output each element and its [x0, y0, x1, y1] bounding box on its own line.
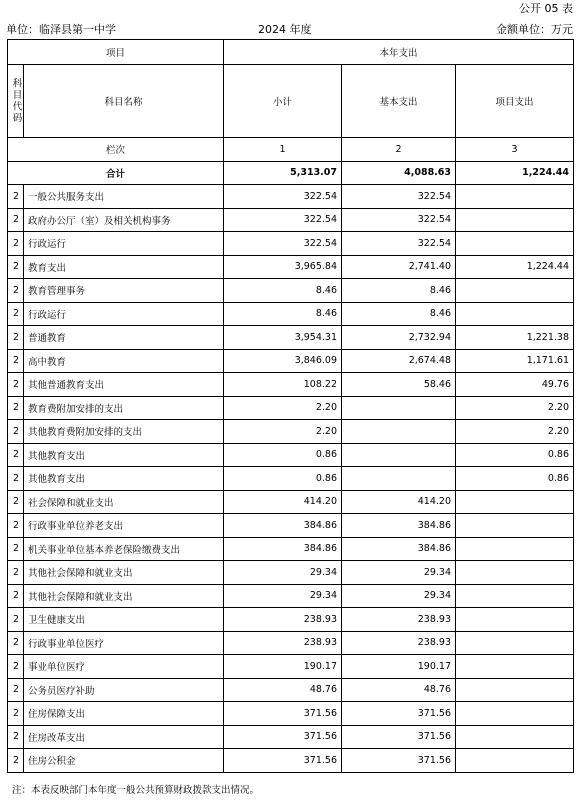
row-code: 2 — [8, 326, 24, 350]
row-name: 教育管理事务 — [24, 279, 224, 303]
row-basic: 238.93 — [342, 631, 456, 655]
table-row — [8, 467, 574, 491]
row-basic — [342, 396, 456, 420]
table-row — [8, 584, 574, 608]
row-name: 行政事业单位养老支出 — [24, 514, 224, 538]
row-project — [456, 631, 574, 655]
row-project: 2.20 — [456, 420, 574, 444]
row-basic: 371.56 — [342, 725, 456, 749]
row-code: 2 — [8, 678, 24, 702]
colnum-3: 3 — [456, 138, 574, 162]
row-code: 2 — [8, 467, 24, 491]
row-basic: 48.76 — [342, 678, 456, 702]
header-item: 项目 — [8, 40, 224, 65]
row-subtotal: 8.46 — [224, 279, 342, 303]
row-subtotal: 322.54 — [224, 208, 342, 232]
row-code: 2 — [8, 655, 24, 679]
row-code: 2 — [8, 631, 24, 655]
row-basic: 29.34 — [342, 584, 456, 608]
row-code: 2 — [8, 584, 24, 608]
row-name: 行政事业单位医疗 — [24, 631, 224, 655]
row-subtotal: 238.93 — [224, 608, 342, 632]
column-number-row — [8, 138, 574, 162]
row-basic: 29.34 — [342, 561, 456, 585]
row-project — [456, 490, 574, 514]
row-subtotal: 414.20 — [224, 490, 342, 514]
row-subtotal: 0.86 — [224, 467, 342, 491]
row-code: 2 — [8, 396, 24, 420]
row-basic: 322.54 — [342, 232, 456, 256]
row-basic: 8.46 — [342, 279, 456, 303]
row-name: 其他教育支出 — [24, 443, 224, 467]
row-project — [456, 537, 574, 561]
row-name: 住房保障支出 — [24, 702, 224, 726]
row-subtotal: 3,846.09 — [224, 349, 342, 373]
row-code: 2 — [8, 561, 24, 585]
row-code: 2 — [8, 232, 24, 256]
row-name: 普通教育 — [24, 326, 224, 350]
table-row — [8, 443, 574, 467]
row-project — [456, 185, 574, 209]
row-subtotal: 371.56 — [224, 749, 342, 773]
row-code: 2 — [8, 490, 24, 514]
row-project — [456, 232, 574, 256]
row-code: 2 — [8, 537, 24, 561]
row-code: 2 — [8, 514, 24, 538]
row-code: 2 — [8, 255, 24, 279]
row-name: 行政运行 — [24, 232, 224, 256]
row-subtotal: 322.54 — [224, 185, 342, 209]
total-basic: 4,088.63 — [342, 161, 456, 185]
row-subtotal: 108.22 — [224, 373, 342, 397]
row-project — [456, 208, 574, 232]
row-code: 2 — [8, 725, 24, 749]
row-subtotal: 29.34 — [224, 561, 342, 585]
row-subtotal: 29.34 — [224, 584, 342, 608]
row-basic — [342, 443, 456, 467]
row-subtotal: 3,965.84 — [224, 255, 342, 279]
total-project: 1,224.44 — [456, 161, 574, 185]
table-row — [8, 725, 574, 749]
header-subtotal: 小计 — [224, 65, 342, 138]
row-name: 一般公共服务支出 — [24, 185, 224, 209]
row-name: 公务员医疗补助 — [24, 678, 224, 702]
row-subtotal: 384.86 — [224, 514, 342, 538]
row-code: 2 — [8, 349, 24, 373]
table-row — [8, 490, 574, 514]
row-name: 其他教育支出 — [24, 467, 224, 491]
row-project: 0.86 — [456, 467, 574, 491]
row-code: 2 — [8, 443, 24, 467]
row-project — [456, 279, 574, 303]
row-name: 机关事业单位基本养老保险缴费支出 — [24, 537, 224, 561]
row-name: 卫生健康支出 — [24, 608, 224, 632]
colnum-label: 栏次 — [8, 138, 224, 162]
row-basic: 414.20 — [342, 490, 456, 514]
row-code: 2 — [8, 702, 24, 726]
row-project: 1,171.61 — [456, 349, 574, 373]
row-name: 其他教育费附加安排的支出 — [24, 420, 224, 444]
row-basic: 58.46 — [342, 373, 456, 397]
row-code: 2 — [8, 373, 24, 397]
total-row — [8, 161, 574, 185]
row-project — [456, 561, 574, 585]
row-code: 2 — [8, 749, 24, 773]
row-code: 2 — [8, 608, 24, 632]
row-project: 1,221.38 — [456, 326, 574, 350]
row-project — [456, 655, 574, 679]
table-row — [8, 678, 574, 702]
row-subtotal: 3,954.31 — [224, 326, 342, 350]
row-name: 教育费附加安排的支出 — [24, 396, 224, 420]
row-basic: 8.46 — [342, 302, 456, 326]
table-row — [8, 185, 574, 209]
row-name: 其他普通教育支出 — [24, 373, 224, 397]
row-name: 政府办公厅（室）及相关机构事务 — [24, 208, 224, 232]
table-row — [8, 349, 574, 373]
table-row — [8, 631, 574, 655]
row-name: 事业单位医疗 — [24, 655, 224, 679]
table-row — [8, 208, 574, 232]
header-project: 项目支出 — [456, 65, 574, 138]
row-basic: 322.54 — [342, 185, 456, 209]
table-row — [8, 396, 574, 420]
row-project — [456, 702, 574, 726]
row-subtotal: 190.17 — [224, 655, 342, 679]
table-row — [8, 326, 574, 350]
table-row — [8, 420, 574, 444]
row-basic: 2,741.40 — [342, 255, 456, 279]
row-project — [456, 584, 574, 608]
page-code: 公开 05 表 — [519, 2, 573, 15]
row-subtotal: 371.56 — [224, 725, 342, 749]
total-subtotal: 5,313.07 — [224, 161, 342, 185]
row-subtotal: 238.93 — [224, 631, 342, 655]
row-project — [456, 725, 574, 749]
row-code: 2 — [8, 185, 24, 209]
row-basic: 371.56 — [342, 749, 456, 773]
table-row — [8, 232, 574, 256]
table-row — [8, 537, 574, 561]
row-code: 2 — [8, 208, 24, 232]
footnote: 注：本表反映部门本年度一般公共预算财政拨款支出情况。 — [12, 785, 260, 796]
row-basic: 384.86 — [342, 537, 456, 561]
row-basic: 238.93 — [342, 608, 456, 632]
row-project: 2.20 — [456, 396, 574, 420]
row-project — [456, 749, 574, 773]
row-code: 2 — [8, 302, 24, 326]
header-name: 科目名称 — [24, 65, 224, 138]
row-name: 教育支出 — [24, 255, 224, 279]
row-basic: 2,732.94 — [342, 326, 456, 350]
colnum-1: 1 — [224, 138, 342, 162]
row-basic: 371.56 — [342, 702, 456, 726]
table-row — [8, 279, 574, 303]
row-basic: 2,674.48 — [342, 349, 456, 373]
table-row — [8, 302, 574, 326]
row-basic: 384.86 — [342, 514, 456, 538]
table-row — [8, 655, 574, 679]
row-project — [456, 608, 574, 632]
row-project: 1,224.44 — [456, 255, 574, 279]
total-label: 合计 — [8, 161, 224, 185]
row-subtotal: 0.86 — [224, 443, 342, 467]
table-row — [8, 373, 574, 397]
money-unit-label: 金额单位：万元 — [496, 23, 573, 36]
row-project — [456, 678, 574, 702]
table-row — [8, 608, 574, 632]
row-basic: 190.17 — [342, 655, 456, 679]
table-row — [8, 255, 574, 279]
row-name: 行政运行 — [24, 302, 224, 326]
row-name: 高中教育 — [24, 349, 224, 373]
year-label: 2024 年度 — [258, 23, 312, 36]
row-subtotal: 384.86 — [224, 537, 342, 561]
row-name: 其他社会保障和就业支出 — [24, 584, 224, 608]
header-current-expenditure: 本年支出 — [224, 40, 574, 65]
table-row — [8, 749, 574, 773]
row-project — [456, 514, 574, 538]
row-subtotal: 2.20 — [224, 396, 342, 420]
table-row — [8, 514, 574, 538]
row-basic: 322.54 — [342, 208, 456, 232]
row-basic — [342, 467, 456, 491]
row-basic — [342, 420, 456, 444]
unit-label: 单位：临泽县第一中学 — [6, 23, 116, 36]
row-subtotal: 8.46 — [224, 302, 342, 326]
row-project — [456, 302, 574, 326]
row-code: 2 — [8, 420, 24, 444]
table-row — [8, 702, 574, 726]
row-name: 其他社会保障和就业支出 — [24, 561, 224, 585]
header-code: 科目代码 — [8, 65, 24, 138]
table-row — [8, 561, 574, 585]
row-subtotal: 2.20 — [224, 420, 342, 444]
row-name: 住房改革支出 — [24, 725, 224, 749]
row-project: 49.76 — [456, 373, 574, 397]
row-project: 0.86 — [456, 443, 574, 467]
row-subtotal: 48.76 — [224, 678, 342, 702]
row-name: 住房公积金 — [24, 749, 224, 773]
colnum-2: 2 — [342, 138, 456, 162]
expenditure-table — [7, 39, 574, 773]
header-basic: 基本支出 — [342, 65, 456, 138]
row-subtotal: 371.56 — [224, 702, 342, 726]
row-name: 社会保障和就业支出 — [24, 490, 224, 514]
row-code: 2 — [8, 279, 24, 303]
row-subtotal: 322.54 — [224, 232, 342, 256]
